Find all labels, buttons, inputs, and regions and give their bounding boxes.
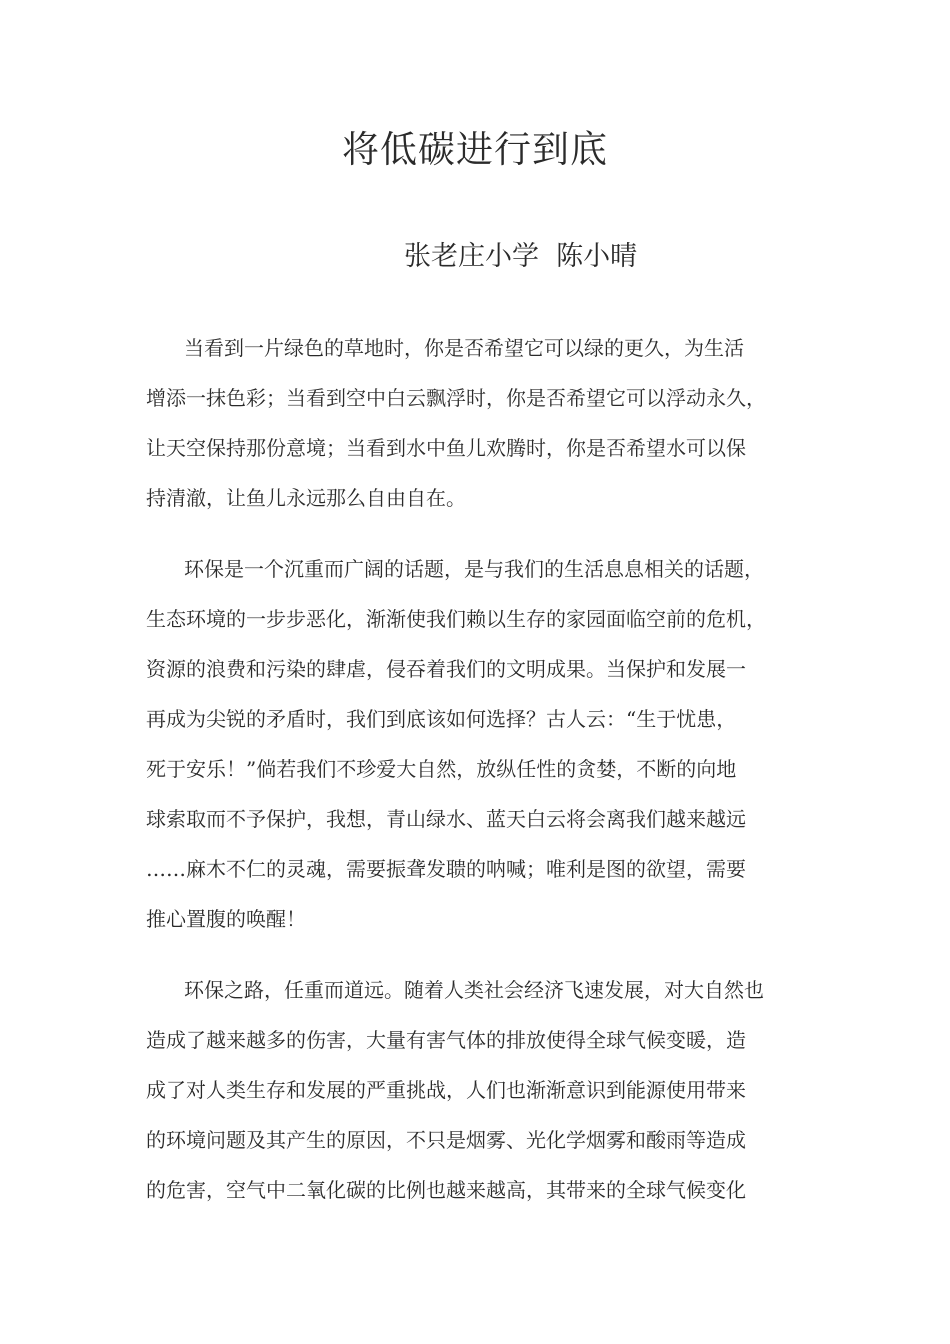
document-title: 将低碳进行到底: [342, 128, 608, 171]
paragraph-line: ……麻木不仁的灵魂，需要振聋发聩的呐喊；唯利是图的欲望，需要: [146, 857, 746, 881]
paragraph-line: 球索取而不予保护，我想，青山绿水、蓝天白云将会离我们越来越远: [146, 807, 746, 831]
paragraph-line: 的环境问题及其产生的原因，不只是烟雾、光化学烟雾和酸雨等造成: [146, 1128, 746, 1152]
author-byline: 张老庄小学 陈小晴: [404, 241, 638, 272]
paragraph-line: 环保之路，任重而道远。随着人类社会经济飞速发展，对大自然也: [184, 978, 764, 1002]
paragraph-2: [146, 544, 816, 944]
document-body: [146, 323, 816, 1236]
paragraph-line: 资源的浪费和污染的肆虐，侵吞着我们的文明成果。当保护和发展一: [146, 657, 746, 681]
paragraph-line: 再成为尖锐的矛盾时，我们到底该如何选择？古人云：“生于忧患，: [146, 707, 737, 731]
paragraph-line: 推心置腹的唤醒！: [146, 907, 306, 931]
paragraph-line: 环保是一个沉重而广阔的话题，是与我们的生活息息相关的话题，: [184, 557, 764, 581]
paragraph-line: 让天空保持那份意境；当看到水中鱼儿欢腾时，你是否希望水可以保: [146, 436, 746, 460]
paragraph-line: 死于安乐！”倘若我们不珍爱大自然，放纵任性的贪婪，不断的向地: [146, 757, 737, 781]
paragraph-line: 造成了越来越多的伤害，大量有害气体的排放使得全球气候变暖，造: [146, 1028, 746, 1052]
paragraph-1: [146, 323, 816, 523]
paragraph-line: 的危害，空气中二氧化碳的比例也越来越高，其带来的全球气候变化: [146, 1178, 746, 1202]
paragraph-line: 生态环境的一步步恶化，渐渐使我们赖以生存的家园面临空前的危机，: [146, 607, 766, 631]
paragraph-line: 当看到一片绿色的草地时，你是否希望它可以绿的更久，为生活: [184, 336, 744, 360]
paragraph-line: 成了对人类生存和发展的严重挑战，人们也渐渐意识到能源使用带来: [146, 1078, 746, 1102]
paragraph-3: [146, 965, 816, 1215]
paragraph-line: 持清澈，让鱼儿永远那么自由自在。: [146, 486, 466, 510]
paragraph-line: 增添一抹色彩；当看到空中白云飘浮时，你是否希望它可以浮动永久，: [146, 386, 766, 410]
